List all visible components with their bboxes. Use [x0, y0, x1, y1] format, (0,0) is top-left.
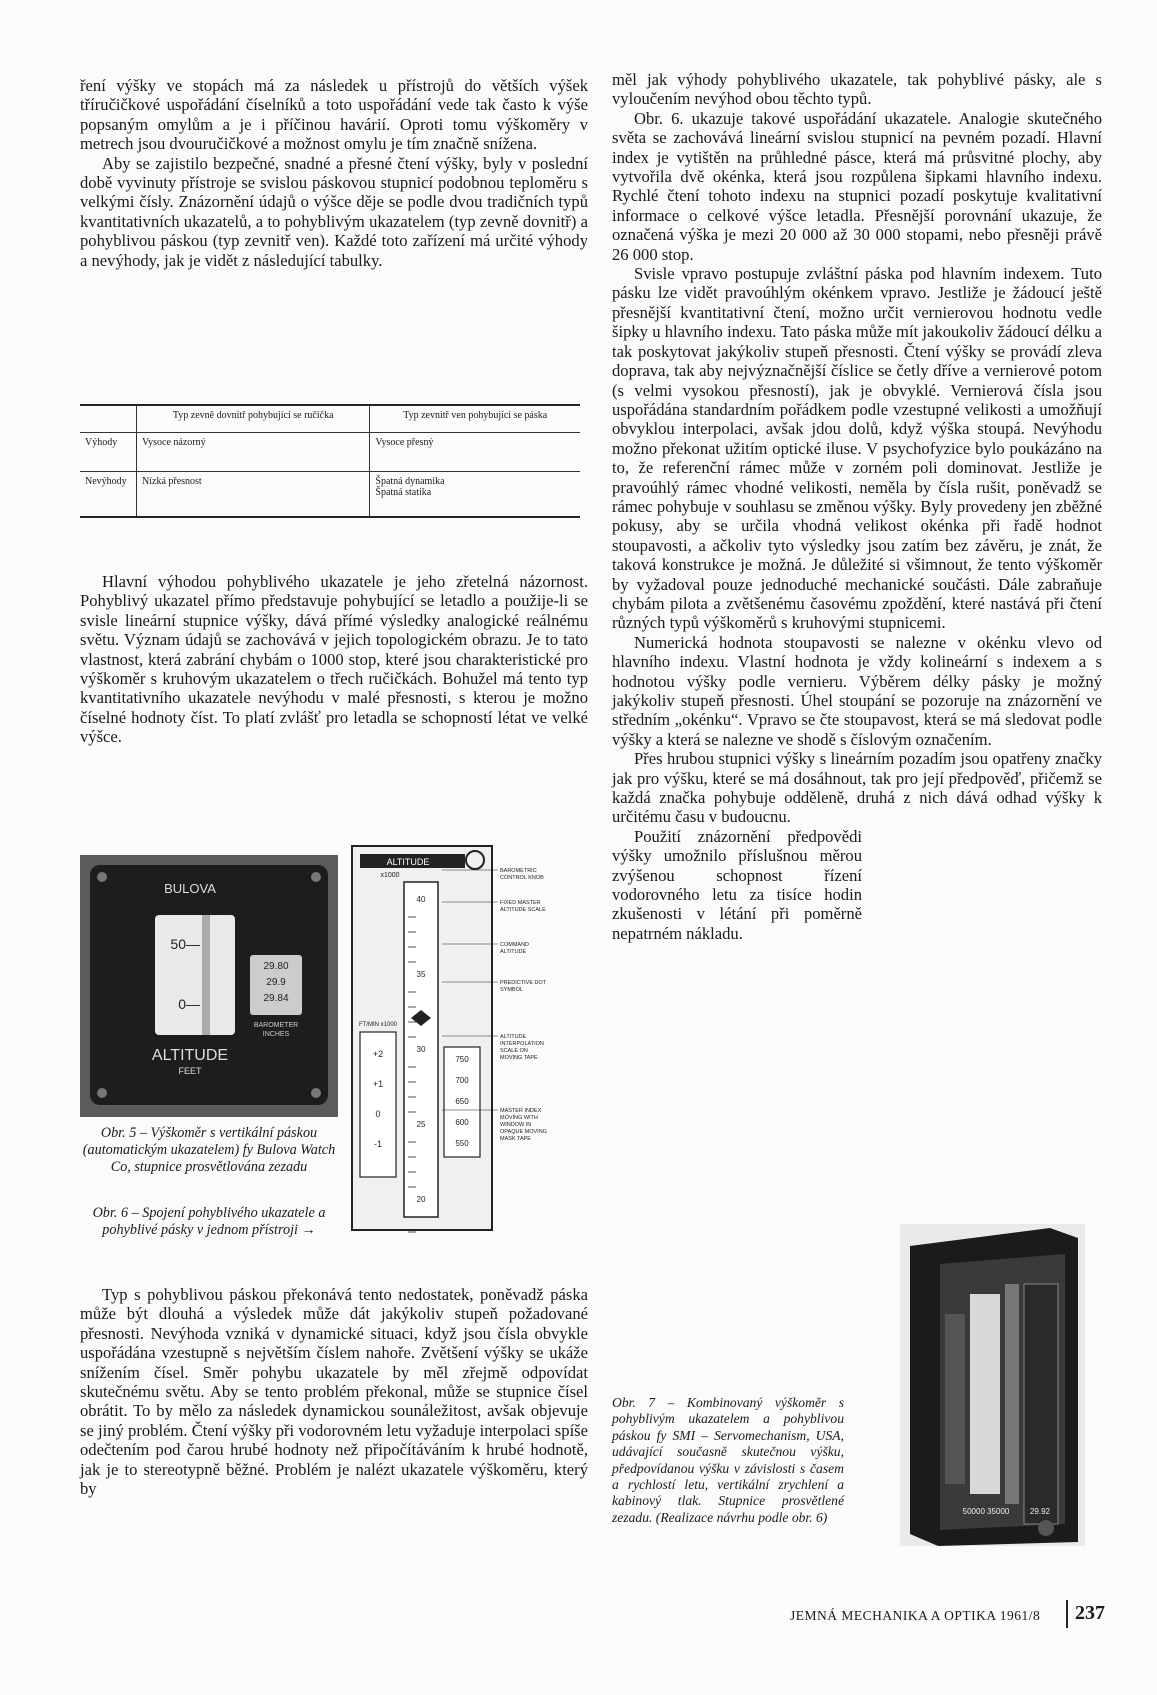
callout-label: MASTER INDEX — [500, 1108, 542, 1114]
row-label: Nevýhody — [80, 472, 137, 518]
table-row — [80, 433, 580, 472]
scale-label: 40 — [416, 895, 426, 904]
diagram-header: ALTITUDE — [386, 857, 430, 867]
baro-label: BAROMETER — [253, 1022, 299, 1029]
vernier-label: 650 — [455, 1097, 469, 1106]
figure-6-caption: Obr. 6 – Spojení pohyblivého ukazatele a pohyblivé pásky v jednom přístroji → — [92, 1205, 326, 1238]
callout-label: INTERPOLATION — [500, 1041, 544, 1047]
table-header: Typ zevně dovnitř pohybující se ručička — [137, 405, 370, 433]
bulova-altimeter-image — [80, 855, 338, 1117]
feet-label: FEET — [178, 1066, 202, 1076]
scale-label: 35 — [416, 970, 426, 979]
callout-label: MOVING TAPE — [500, 1055, 538, 1061]
vernier-label: 550 — [455, 1139, 469, 1148]
footer-divider — [1066, 1600, 1068, 1628]
table-row — [80, 472, 580, 518]
bulova-brand: BULOVA — [164, 881, 216, 896]
scale-label: 30 — [416, 1045, 426, 1054]
callout-label: ALTITUDE — [500, 1034, 527, 1040]
row-label: Výhody — [80, 433, 137, 472]
figure-7-photo — [900, 1224, 1085, 1546]
paragraph: Použití znázornění předpovědi výšky umožnilo příslušnou měrou zvýšenou schopnost řízení vodorovného letu za tisíce hodin zkušenosti v létání při poměrně nepatrném nákladu. — [612, 826, 862, 943]
paragraph: Numerická hodnota stoupavosti se nalezne v okénku vlevo od hlavního indexu. Vlastní hodnota je vždy kolineární s indexem a s hodnotou výšky podle vernieru. Výběrem délky pásky je možný jakýkoliv stupeň přesnosti. Úhel stoupání se pozoruje na znázornění ve středním „okénku“. Vpravo se čte stoupavost, která se má sledovat podle výšky a která se nalezne ve shodě s číslovým označením. — [612, 632, 1102, 749]
right-column — [612, 70, 1102, 943]
altitude-label: ALTITUDE — [151, 1047, 229, 1064]
table-cell — [80, 405, 137, 433]
journal-footer: JEMNÁ MECHANIKA A OPTIKA 1961/8 — [790, 1608, 1041, 1623]
comparison-table — [80, 404, 580, 518]
scale-label: 20 — [416, 1195, 426, 1204]
callout-label: WINDOW IN — [500, 1122, 532, 1128]
vernier-label: 700 — [455, 1076, 469, 1085]
table-cell: Nízká přesnost — [137, 472, 370, 518]
baro-readout: 29.92 — [1029, 1507, 1051, 1516]
vernier-label: 750 — [455, 1055, 469, 1064]
callout-label: ALTITUDE SCALE — [500, 907, 546, 913]
fpm-tick-label: +2 — [372, 1049, 384, 1059]
paragraph: Hlavní výhodou pohyblivého ukazatele je jeho zřetelná názornost. Pohyblivý ukazatel přímo představuje pohybující se letadlo a použije-li se svisle lineární stupnice výšky, dává přímé výsledky analogické reálnému světu. Význam údajů se zachovává v jejich topologickém obrazu. Je to tato vlastnost, která zabrání chybám o 1000 stop, které jsou charakteristické pro výškoměr s kruhovým ukazatelem o třech ručičkách. Bohužel má tento typ kvantitativního ukazatele nevýhodu v malé přesnosti, s kterou je možno číselné hodnoty číst. To platí zvlášť pro letadla se schopností létat ve velké výšce. — [80, 572, 588, 747]
callout-label: COMMAND — [500, 942, 530, 948]
table-cell: Vysoce přesný — [370, 433, 580, 472]
callout-label: MASK TAPE — [500, 1136, 531, 1142]
baro-readout: 29.9 — [266, 977, 286, 988]
callout-label: SYMBOL — [500, 987, 523, 993]
altitude-tape-diagram — [350, 842, 586, 1234]
tick-label: 50— — [170, 936, 200, 952]
callout-label: PREDICTIVE DOT — [500, 980, 547, 986]
paragraph: Aby se zajistilo bezpečné, snadné a přesné čtení výšky, byly v poslední době vyvinuty přístroje se svislou páskovou stupnicí podobnou teploměru s velkými čísly. Znázornění údajů o výšce děje se podle dvou tradičních typů kvantitativních ukazatelů, a to pohyblivým ukazatelem (typ zevně dovnitř) a pohyblivou páskou (typ zevnitř ven). Každé toto zařízení má určité výhody a nevýhody, jak je vidět z následující tabulky. — [80, 153, 588, 270]
callout-label: OPAQUE MOVING — [500, 1129, 547, 1135]
smi-altimeter-image — [900, 1224, 1085, 1546]
figure-7-caption: Obr. 7 – Kombinovaný výškoměr s pohyblivým ukazatelem a pohyblivou páskou fy SMI – Servomechanism, USA, udávající současně skutečnou výšku, předpovídanou výšku v závislosti s časem a rychlostí letu, vertikální zrychlení a kabinový tlak. Stupnice prosvětlené zezadu. (Realizace návrhu podle obr. 6) — [612, 1395, 844, 1525]
left-column-bottom — [80, 1285, 588, 1498]
baro-label: INCHES — [262, 1031, 290, 1038]
vernier-label: 600 — [455, 1118, 469, 1127]
diagram-unit: x1000 — [380, 872, 400, 879]
left-column — [80, 76, 588, 270]
figure-5-caption: Obr. 5 – Výškoměr s vertikální páskou (automatickým ukazatelem) fy Bulova Watch Co, stupnice prosvětlována zezadu — [82, 1125, 336, 1175]
baro-readout: 29.80 — [263, 961, 289, 972]
paragraph: ření výšky ve stopách má za následek u přístrojů do větších výšek tříručičkové uspořádání číselníků a toto uspořádání vede tak často k výše popsaným omylům a je i příčinou havárií. Oproti tomu výškoměry v metrech jsou dvouručičkové a možnost omylu je tím značně snížena. — [80, 76, 588, 154]
table-row — [80, 405, 580, 433]
left-column-mid — [80, 572, 588, 747]
fpm-tick-label: +1 — [372, 1079, 384, 1089]
tick-label: 0— — [178, 996, 200, 1012]
knob-icon — [1038, 1520, 1054, 1536]
table-cell: Vysoce názorný — [137, 433, 370, 472]
page-number: 237 — [1075, 1602, 1105, 1624]
callout-label: ALTITUDE — [500, 949, 527, 955]
readout: 50000 35000 — [962, 1507, 1010, 1516]
table-header: Typ zevnitř ven pohybující se páska — [370, 405, 580, 433]
callout-label: CONTROL KNOB — [500, 875, 544, 881]
table-cell-line: Špatná statika — [375, 487, 432, 498]
fpm-tick-label: -1 — [373, 1139, 383, 1149]
paragraph: měl jak výhody pohyblivého ukazatele, tak pohyblivé pásky, ale s vyloučením nevýhod obou těchto typů. — [612, 70, 1102, 109]
table-cell-line: Špatná dynamika — [375, 476, 445, 487]
fpm-label: FT/MIN x1000 — [358, 1022, 398, 1028]
fpm-tick-label: 0 — [375, 1109, 381, 1119]
callout-label: BAROMETRIC — [500, 868, 537, 874]
paragraph: Obr. 6. ukazuje takové uspořádání ukazatele. Analogie skutečného světa se zachovává lineární svislou stupnicí na pevném pozadí. Hlavní index je vytištěn na průhledné pásce, která má průsvitné plochy, aby vytvořila dvě okénka, která jsou rozpůlena šipkami hlavního indexu. Rychlé čtení tohoto indexu na stupnici pozadí poskytuje kvalitativní informace o celkové výšce letadla. Přesnější porovnání ukazuje, že označená výška je mezi 20 000 až 30 000 stopami, nebo přesněji právě 26 000 stop. — [612, 108, 1102, 264]
callout-label: MOVING WITH — [500, 1115, 538, 1121]
callout-label: FIXED MASTER — [500, 900, 541, 906]
baro-readout: 29.84 — [263, 993, 289, 1004]
paragraph: Přes hrubou stupnici výšky s lineárním pozadím jsou opatřeny značky jak pro výšku, které se má dosáhnout, tak pro její předpověď, přičemž se každá značka pohybuje odděleně, druhá z nich dává odhad výšky k určitému času v budoucnu. — [612, 749, 1102, 827]
figure-5-photo — [80, 855, 338, 1117]
paragraph: Svisle vpravo postupuje zvláštní páska pod hlavním indexem. Tuto pásku lze vidět pravoúhlým okénkem vpravo. Jestliže je žádoucí ještě přesnější kvantitativní čtení, možno určit vernierovou hodnotu vedle šipky u hlavního indexu. Tato páska může mít jakoukoliv žádoucí délku a tak poskytovat jakýkoliv stupeň přesnosti. Čtení výšky se provádí zleva doprava, tak aby nejvýznačnější číslice se četly dříve a vernierové potom (s velmi vysokou přesností), jak je obvyklé. Vernierová čísla jsou uspořádána standardním pořádkem podle vzestupné velikosti a umožňují obvyklou interpolaci, avšak jdou dolů, když výška stoupá. Nevýhodu možno překonat užitím optické iluse. V psychofyzice bylo poukázáno na to, že referenční rámec může v zorném poli dominovat. Jestliže je pravoúhlý rámec vhodné velikosti, neměla by čísla rušit, poněvadž se rámec pohybuje v souhlasu se změnou výšky. Byly provedeny jen zběžné pokusy, aby se určila vhodná velikost okénka při řadě hodnot stoupavosti, a ačkoliv tyto výsledky jsou zatím bez závěru, je znát, že taková konstrukce je možná. Je důležité si všimnout, že tento výškoměr by vyžadoval pouze jednoduché mechanické součásti. Dále zabraňuje chybám pilota a zvětšenému časovému zpoždění, které nastává při čtení různých typů výškoměrů s kruhovými stupnicemi. — [612, 264, 1102, 633]
table-cell — [370, 472, 580, 518]
callout-label: SCALE ON — [500, 1048, 528, 1054]
paragraph: Typ s pohyblivou páskou překonává tento nedostatek, poněvadž páska může být dlouhá a výsledek může dát jakýkoliv stupeň požadované přesnosti. Nevýhoda vzniká v dynamické situaci, když jsou čísla obvykle uspořádána vzestupně s největším číslem nahoře. Zvětšení výšky se ukáže snížením čísel. Směr pohybu ukazatele by měl zřejmě odpovídat skutečnému světu. Aby se tento problém překonal, může se stupnice čísel obrátit. To by mělo za následek dynamickou sounáležitost, avšak objevuje se jiný problém. Čtení výšky při vodorovném letu vyžaduje interpolaci spíše odečtením pod čarou hrubé hodnoty než připočítáváním k hrubé hodnotě, jak je to stereotypně běžné. Problém je nalézt ukazatele výškoměru, který by — [80, 1285, 588, 1499]
scale-label: 25 — [416, 1120, 426, 1129]
figure-6-diagram — [350, 842, 586, 1234]
